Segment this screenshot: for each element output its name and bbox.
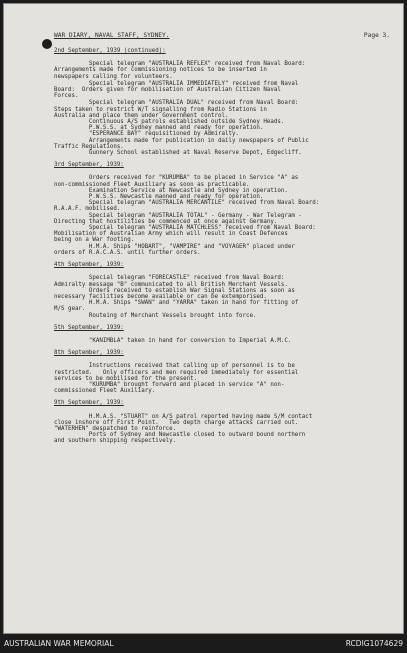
diary-section xyxy=(54,262,384,319)
page-number: Page 3. xyxy=(363,32,390,39)
document-page xyxy=(3,3,404,634)
diary-section xyxy=(54,325,384,344)
diary-paragraph: Special telegram "AUSTRALIA REFLEX" received from Naval Board: Arrangements made for commissioning notices to be inserted in newspapers calling for volunteers. xyxy=(54,61,306,80)
diary-paragraph: Instructions received that calling up of personnel is to be restricted. Only officers and men required immediately for essential services to be mobilised for the present. "KURUMBA" brought forward and placed in service "A" non- commissioned Fleet Auxiliary. xyxy=(54,363,299,395)
archive-credit: AUSTRALIAN WAR MEMORIAL xyxy=(4,639,114,648)
diary-entries xyxy=(54,48,384,445)
archive-id: RCDIG1074629 xyxy=(345,639,403,648)
section-date: 3rd September, 1939: xyxy=(54,162,124,169)
section-date: 9th September, 1939: xyxy=(54,400,124,407)
diary-paragraph: "KANIMBLA" taken in hand for conversion to Imperial A.M.C. xyxy=(54,337,292,344)
archive-footer xyxy=(0,634,407,653)
diary-section xyxy=(54,350,384,394)
diary-section xyxy=(54,400,384,444)
diary-paragraph: Special telegram "AUSTRALIA DUAL" received from Naval Board: Steps taken to restrict W/T signalling from Radio Stations in Australia and place them under Government control. Continuous A/S patrols established outside Sydney Heads. P.W.S.S. at Sydney manned and ready for operation. "ESPERANCE BAY" requisitioned by Admiralty. Arrangements made for publication in daily newspapers of Public Traffic Regulations. Gunnery School established at Naval Reserve Depot, Edgecliff. xyxy=(54,100,309,157)
diary-paragraph: Special telegram "FORECASTLE" received from Naval Board: Admiralty message "B" communicated to all British Merchant Vessels. Orders received to establish War Signal Stations as soon as necessary facilities become available or can be extemporised. H.M.A. Ships "SWAN" and "YARRA" taken in hand for fitting of M/S gear. Routeing of Merchant Vessels brought into force. xyxy=(54,275,299,319)
diary-text xyxy=(54,32,390,445)
diary-paragraph: H.M.A.S. "STUART" on A/S patrol reported having made S/M contact close inshore off First Point. Two depth charge attacks carried out. "WATERHEN" despatched to reinforce. Ports of Sydney and Newcastle closed to outward bound northern and southern shipping respectively. xyxy=(54,413,313,445)
section-date: 5th September, 1939: xyxy=(54,324,124,331)
punch-hole xyxy=(42,39,52,49)
diary-paragraph: Orders received for "KURUMBA" to be placed in Service "A" as non-commissioned Fleet Auxiliary as soon as practicable. Examination Service at Newcastle and Sydney in operation. P.W.S.S. Newcastle manned and ready for operation. Special telegram "AUSTRALIA MERCANTILE" received from Naval Board: R.A.A.F. mobilised. Special telegram "AUSTRALIA TOTAL" - Germany - War Telegram - Directing that hostilities be commenced at once against Germany. Special telegram "AUSTRALIA MATCHLESS" received from Naval Board: Mobilisation of Australian Army which will result in Coast Defences being on a War footing. H.M.A. Ships "HOBART", "VAMPIRE" and "VOYAGER" placed under orders of R.A.C.A.S. until further orders. xyxy=(54,175,320,256)
diary-title: WAR DIARY, NAVAL STAFF, SYDNEY. xyxy=(54,32,170,39)
section-date: 4th September, 1939: xyxy=(54,262,124,269)
page-header xyxy=(54,32,390,42)
section-date: 2nd September, 1939 (continued): xyxy=(54,48,166,54)
section-date: 8th September, 1939: xyxy=(54,350,124,357)
diary-section xyxy=(54,48,384,156)
diary-paragraph: Special telegram "AUSTRALIA IMMEDIATELY" received from Naval Board: Orders given for mobilisation of Australian Citizen Naval Forces. xyxy=(54,80,299,100)
diary-section xyxy=(54,162,384,256)
